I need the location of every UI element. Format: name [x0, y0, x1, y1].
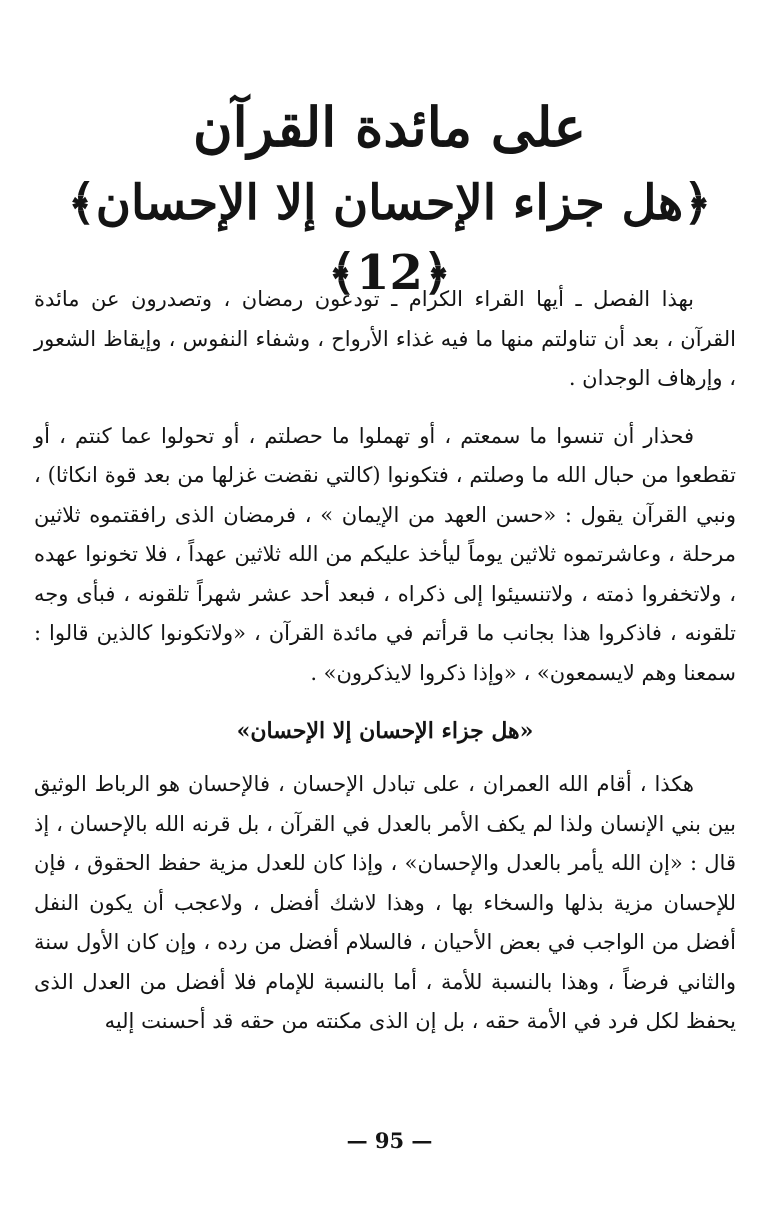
section-heading: «هل جزاء الإحسان إلا الإحسان»	[236, 718, 534, 744]
page-subtitle: ﴿هل جزاء الإحسان إلا الإحسان﴾ ﴿12﴾	[67, 175, 712, 301]
paragraph-1: بهذا الفصل ـ أيها القراء الكرام ـ تودعون رمضان ، وتصدرون عن مائدة القرآن ، بعد أن تناولتم منها ما فيه غذاء الأرواح ، وشفاء النفوس ، وإيقاظ الشعور ، وإرهاف الوجدان .	[34, 287, 736, 390]
body-text	[34, 280, 736, 1060]
page-title: على مائدة القرآن	[193, 95, 586, 159]
paragraph-2: فحذار أن تنسوا ما سمعتم ، أو تهملوا ما حصلتم ، أو تحولوا عما كنتم ، أو تقطعوا من حبال الله ما وصلتم ، فتكونوا (كالتي نقضت غزلها من بعد قوة انكاثا) ، ونبي القرآن يقول : «حسن العهد من الإيمان » ، فرمضان الذى رافقتموه ثلاثين مرحلة ، وعاشرتموه ثلاثين يوماً ليأخذ عليكم من الله ثلاثين عهداً ، فلا تخونوا عهده ، ولاتخفروا ذمته ، ولاتنسيئوا إلى ذكراه ، فبعد أحد عشر شهراً تلقونه ، فبأى وجه تلقونه ، فاذكروا هذا بجانب ما قرأتم في مائدة القرآن ، «ولاتكونوا كالذين قالوا : سمعنا وهم لايسمعون» ، «وإذا ذكروا لايذكرون» .	[34, 423, 736, 685]
page-number: — 95 —	[346, 1128, 433, 1153]
paragraph-3: هكذا ، أقام الله العمران ، على تبادل الإحسان ، فالإحسان هو الرباط الوثيق بين بني الإنسان ولذا لم يكف الأمر بالعدل في القرآن ، بل قرنه الله بالإحسان ، إذ قال : «إن الله يأمر بالعدل والإحسان» ، وإذا كان للعدل مزية حفظ الحقوق ، فإن للإحسان مزية بذلها والسخاء بها ، وهذا لاشك أفضل ، ولاعجب أن يكون النفل أفضل من الواجب في بعض الأحيان ، فالسلام أفضل من رده ، وإن كان الأول سنة والثاني فرضاً ، وهذا بالنسبة للأمة ، أما بالنسبة للإمام فلا أفضل من العدل الذى يحفظ لكل فرد في الأمة حقه ، بل إن الذى مكنته من حقه قد أحسنت إليه	[34, 772, 736, 1033]
